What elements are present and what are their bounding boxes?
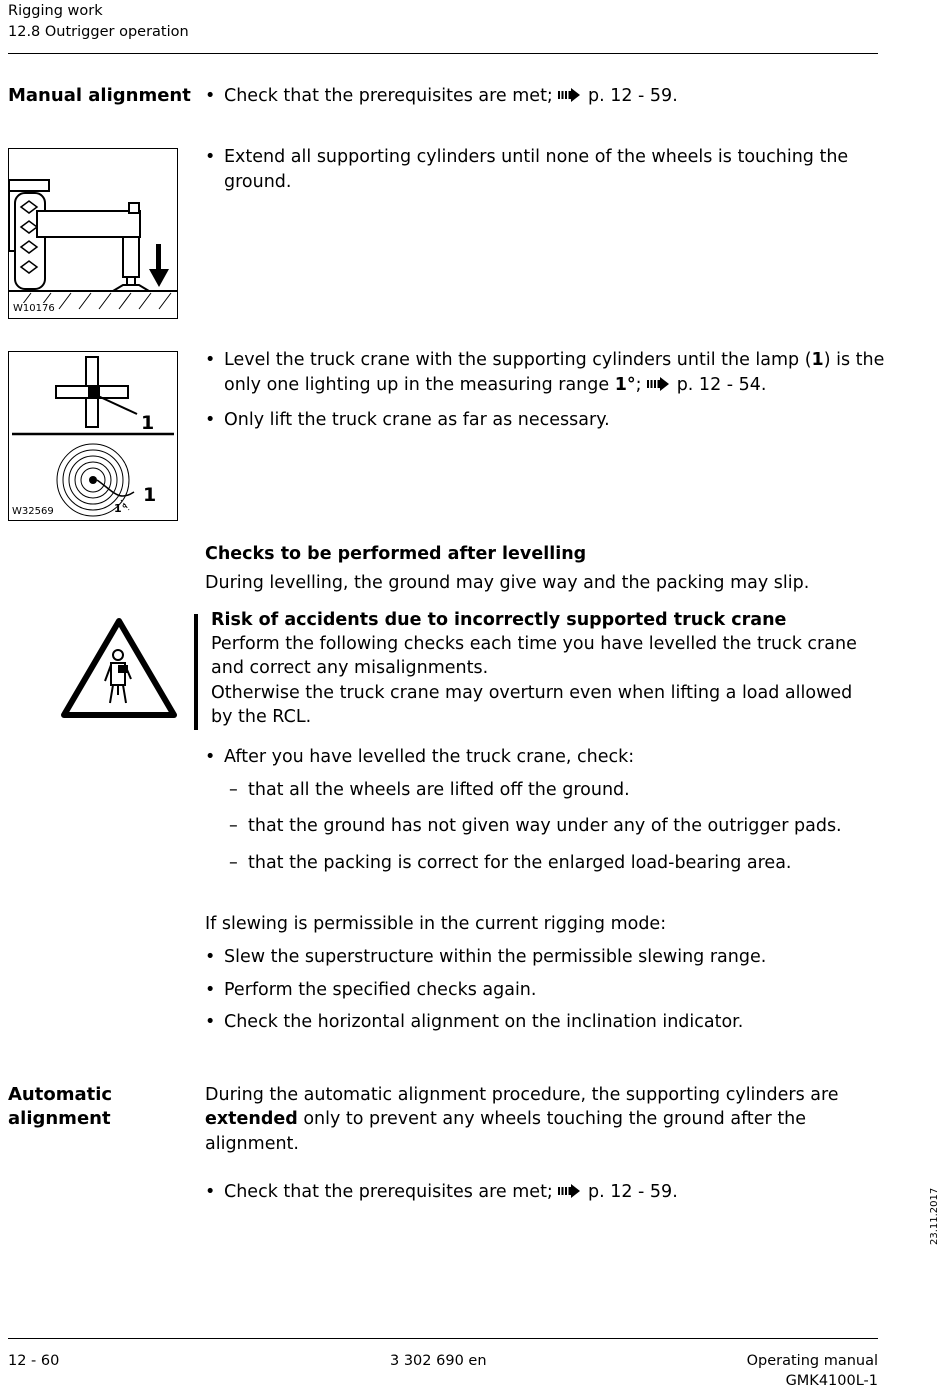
bullet: • [205, 1182, 216, 1202]
automatic-text-rest: only to prevent any wheels touching the ground after the [297, 1109, 807, 1129]
step-level-crane [205, 348, 885, 398]
measuring-range: 1° [614, 374, 636, 395]
step-text: Perform the specified checks again. [224, 980, 537, 1000]
bullet: • [205, 350, 216, 370]
page-reference-arrow-icon [558, 88, 582, 102]
automatic-text: alignment. [205, 1134, 299, 1154]
step-lift-crane [205, 408, 885, 433]
warning-bar [194, 614, 198, 730]
slew-intro: If slewing is permissible in the current rigging mode: [205, 914, 667, 934]
step-text: Slew the superstructure within the permissible slewing range. [224, 947, 767, 967]
callout-label: 1 [143, 484, 157, 506]
warning-text: and correct any misalignments. [211, 658, 489, 678]
automatic-text [205, 1107, 806, 1132]
step-after-levelling [205, 745, 885, 770]
check-item [205, 851, 885, 876]
section-title: 12.8 Outrigger operation [8, 24, 189, 40]
revision-date: 23.11.2017 [929, 1187, 940, 1245]
dash-marker: – [229, 853, 238, 873]
lamp-number: 1 [811, 350, 824, 370]
check-item [205, 778, 885, 803]
page-reference: p. 12 - 54. [676, 374, 767, 395]
bullet: • [205, 747, 216, 767]
page-reference: p. 12 - 59. [587, 1182, 678, 1202]
step-check-prerequisites [205, 84, 885, 109]
checks-intro: During levelling, the ground may give way and the packing may slip. [205, 573, 810, 593]
callout-label: 1 [141, 412, 155, 434]
step-text: Only lift the truck crane as far as necessary. [224, 410, 610, 430]
manual-alignment-heading: Manual alignment [8, 85, 191, 106]
check-item [205, 814, 885, 839]
dash-marker: – [229, 780, 238, 800]
automatic-text: During the automatic alignment procedure, the supporting cylinders are [205, 1085, 839, 1105]
step-text: Check that the prerequisites are met; [224, 1182, 553, 1202]
degree-label: 1° [114, 502, 128, 515]
bullet: • [205, 947, 216, 967]
header-rule [8, 53, 878, 54]
warning-text: Otherwise the truck crane may overturn even when lifting a load allowed [211, 683, 853, 703]
check-item-text: that the ground has not given way under any of the outrigger pads. [248, 816, 842, 836]
step-text: ; [635, 374, 642, 395]
page-reference-arrow-icon [647, 377, 671, 391]
document-number: 3 302 690 en [390, 1353, 487, 1369]
page-reference-arrow-icon [558, 1184, 582, 1198]
step-extend-cylinders [205, 145, 885, 195]
manual-model: GMK4100L-1 [785, 1373, 878, 1389]
step-text: Level the truck crane with the supporting cylinders until the lamp ( [224, 350, 812, 370]
figure-outrigger-extended [8, 148, 178, 319]
manual-title: Operating manual [746, 1353, 878, 1369]
footer-rule [8, 1338, 878, 1339]
emphasis: extended [205, 1109, 298, 1129]
step-text: After you have levelled the truck crane, check: [224, 747, 635, 767]
dash-marker: – [229, 816, 238, 836]
step-text-continued: ground. [224, 171, 292, 192]
page-reference: p. 12 - 59. [587, 86, 678, 106]
chapter-title: Rigging work [8, 3, 103, 19]
bullet: • [205, 1012, 216, 1032]
slew-step [205, 1010, 885, 1035]
check-item-text: that the packing is correct for the enlarged load-bearing area. [248, 853, 792, 873]
automatic-alignment-heading-continued: alignment [8, 1108, 111, 1129]
step-text: Extend all supporting cylinders until none of the wheels is touching the [224, 147, 849, 167]
step-text: ) is the [823, 350, 885, 370]
step-check-prerequisites [205, 1180, 885, 1205]
checks-title: Checks to be performed after levelling [205, 544, 587, 564]
bullet: • [205, 86, 216, 106]
page-number: 12 - 60 [8, 1353, 60, 1369]
bullet: • [205, 147, 216, 167]
figure-code: W10176 [13, 303, 55, 314]
warning-text: by the RCL. [211, 707, 312, 727]
bullet: • [205, 410, 216, 430]
warning-triangle-icon [60, 617, 178, 719]
step-text: only one lighting up in the measuring range [224, 374, 615, 395]
step-text: Check the horizontal alignment on the inclination indicator. [224, 1012, 744, 1032]
figure-code: W32569 [12, 506, 54, 517]
warning-title: Risk of accidents due to incorrectly supported truck crane [211, 610, 787, 630]
outrigger-illustration [9, 149, 177, 318]
slew-step [205, 945, 885, 970]
slew-step [205, 978, 885, 1003]
step-text: Check that the prerequisites are met; [224, 86, 553, 106]
bullet: • [205, 980, 216, 1000]
automatic-alignment-heading: Automatic [8, 1084, 113, 1105]
check-item-text: that all the wheels are lifted off the ground. [248, 780, 630, 800]
figure-level-indicator [8, 351, 178, 521]
warning-text: Perform the following checks each time you have levelled the truck crane [211, 634, 857, 654]
